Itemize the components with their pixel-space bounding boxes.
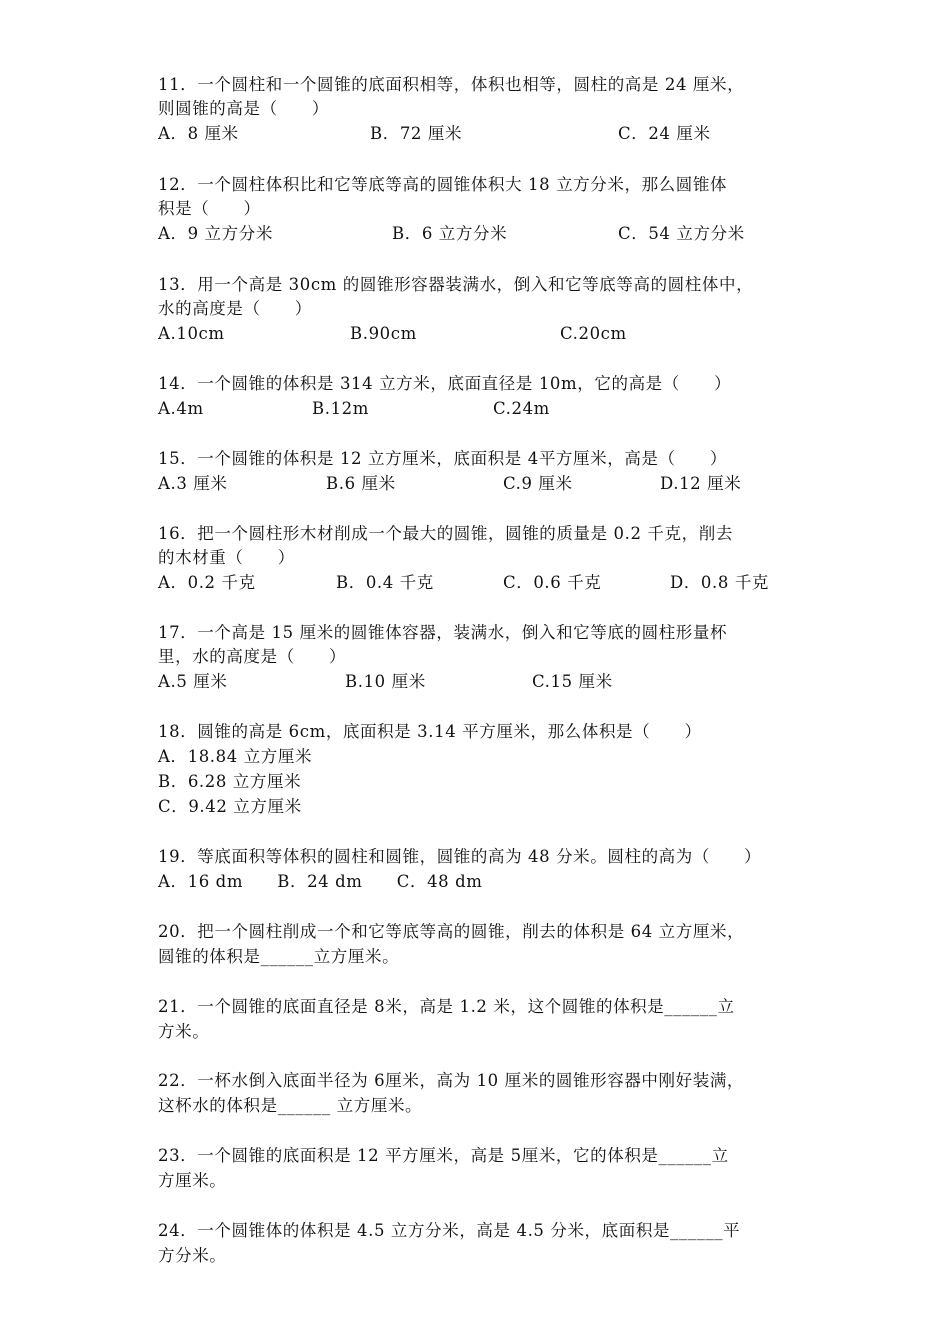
question-14-option-c: C.24m xyxy=(493,399,550,418)
question-17-line-2: 里，水的高度是（ ） xyxy=(158,647,347,666)
question-18-option-c: C．9.42 立方厘米 xyxy=(158,797,302,816)
question-16-option-c: C．0.6 千克 xyxy=(503,573,602,592)
question-12-option-a: A．9 立方分米 xyxy=(158,224,273,243)
question-12-option-b: B．6 立方分米 xyxy=(392,224,508,243)
question-21-line-2: 方米。 xyxy=(158,1022,210,1041)
question-19-options: A．16 dm B．24 dm C．48 dm xyxy=(158,872,483,891)
question-12-option-c: C．54 立方分米 xyxy=(618,224,745,243)
question-22-line-2: 这杯水的体积是______ 立方厘米。 xyxy=(158,1096,423,1115)
question-16-option-a: A．0.2 千克 xyxy=(158,573,256,592)
question-16-option-d: D．0.8 千克 xyxy=(670,573,770,592)
question-14-option-a: A.4m xyxy=(158,399,204,418)
question-11-option-c: C．24 厘米 xyxy=(618,124,711,143)
question-13-option-c: C.20cm xyxy=(560,324,627,343)
question-20-line-1: 20．把一个圆柱削成一个和它等底等高的圆锥，削去的体积是 64 立方厘米， xyxy=(158,922,745,941)
question-15-option-b: B.6 厘米 xyxy=(326,474,396,493)
question-17-line-1: 17．一个高是 15 厘米的圆锥体容器，装满水，倒入和它等底的圆柱形量杯 xyxy=(158,623,728,642)
question-23-line-2: 方厘米。 xyxy=(158,1171,227,1190)
question-14-option-b: B.12m xyxy=(312,399,370,418)
question-15-option-d: D.12 厘米 xyxy=(660,474,742,493)
question-11-line-2: 则圆锥的高是（ ） xyxy=(158,99,329,118)
question-22-line-1: 22．一杯水倒入底面半径为 6厘米，高为 10 厘米的圆锥形容器中刚好装满， xyxy=(158,1071,745,1090)
question-18-line-1: 18．圆锥的高是 6cm，底面积是 3.14 平方厘米，那么体积是（ ） xyxy=(158,722,702,741)
question-21-line-1: 21．一个圆锥的底面直径是 8米，高是 1.2 米，这个圆锥的体积是______立 xyxy=(158,997,735,1016)
question-11-option-a: A．8 厘米 xyxy=(158,124,239,143)
question-15-line-1: 15．一个圆锥的体积是 12 立方厘米，底面积是 4平方厘米，高是（ ） xyxy=(158,449,727,468)
question-16-option-b: B．0.4 千克 xyxy=(336,573,434,592)
question-13-line-2: 水的高度是（ ） xyxy=(158,299,312,318)
question-12-line-1: 12．一个圆柱体积比和它等底等高的圆锥体积大 18 立方分米，那么圆锥体 xyxy=(158,175,728,194)
question-20-line-2: 圆锥的体积是______立方厘米。 xyxy=(158,947,400,966)
question-17-option-b: B.10 厘米 xyxy=(345,672,426,691)
question-23-line-1: 23．一个圆锥的底面积是 12 平方厘米，高是 5厘米，它的体积是______立 xyxy=(158,1146,729,1165)
question-16-line-1: 16．把一个圆柱形木材削成一个最大的圆锥，圆锥的质量是 0.2 千克，削去 xyxy=(158,524,733,543)
question-17-option-a: A.5 厘米 xyxy=(158,672,228,691)
question-15-option-a: A.3 厘米 xyxy=(158,474,228,493)
question-19-line-1: 19．等底面积等体积的圆柱和圆锥，圆锥的高为 48 分米。圆柱的高为（ ） xyxy=(158,847,762,866)
question-11-line-1: 11．一个圆柱和一个圆锥的底面积相等，体积也相等，圆柱的高是 24 厘米， xyxy=(158,75,745,94)
question-17-option-c: C.15 厘米 xyxy=(532,672,613,691)
question-13-line-1: 13．用一个高是 30cm 的圆锥形容器装满水，倒入和它等底等高的圆柱体中， xyxy=(158,275,754,294)
question-18-option-a: A．18.84 立方厘米 xyxy=(158,747,313,766)
question-18-option-b: B．6.28 立方厘米 xyxy=(158,772,302,791)
question-12-line-2: 积是（ ） xyxy=(158,199,261,218)
question-14-line-1: 14．一个圆锥的体积是 314 立方米，底面直径是 10m，它的高是（ ） xyxy=(158,374,732,393)
question-16-line-2: 的木材重（ ） xyxy=(158,548,295,567)
question-15-option-c: C.9 厘米 xyxy=(503,474,573,493)
question-24-line-1: 24．一个圆锥体的体积是 4.5 立方分米，高是 4.5 分米，底面积是______平 xyxy=(158,1221,741,1240)
question-13-option-a: A.10cm xyxy=(158,324,225,343)
question-24-line-2: 方分米。 xyxy=(158,1246,227,1265)
question-11-option-b: B．72 厘米 xyxy=(370,124,463,143)
question-13-option-b: B.90cm xyxy=(350,324,417,343)
